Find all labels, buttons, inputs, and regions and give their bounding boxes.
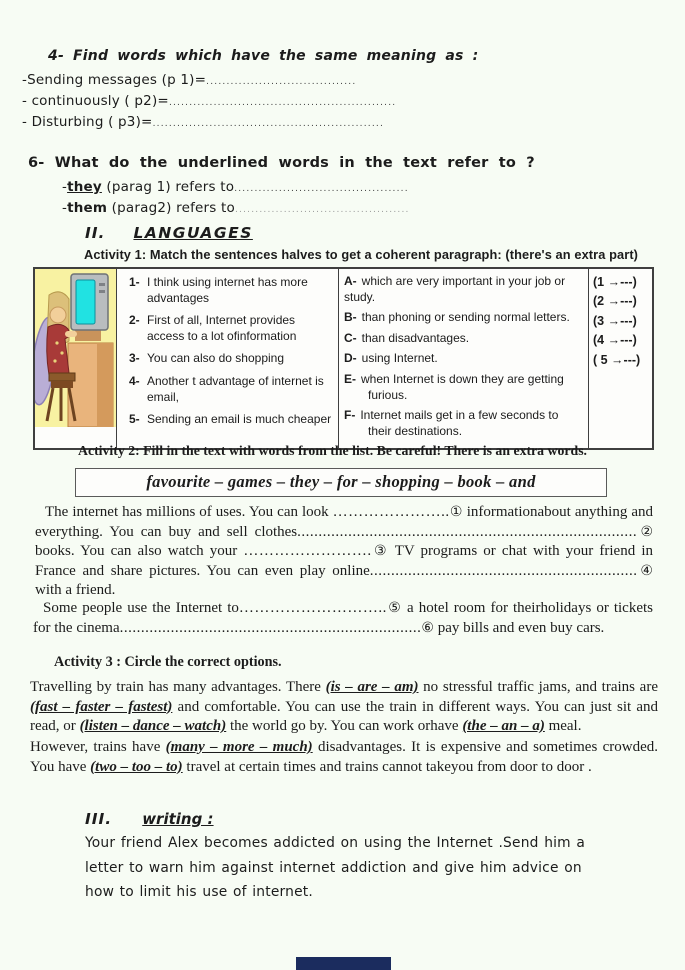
section-title-languages: LANGUAGES — [133, 224, 253, 242]
answer-slot: (2 →---) — [593, 294, 637, 309]
refer-label: (parag 1) refers to — [101, 179, 235, 195]
answer-slot: ( 5 →---) — [593, 352, 641, 367]
section-numeral: III. — [85, 810, 113, 828]
option-group-the-an-a: (the – an – a) — [462, 718, 545, 734]
activity2-paragraph-1 — [35, 503, 653, 601]
item-text: You can also do shopping — [147, 351, 285, 366]
item-number: 4- — [129, 373, 140, 388]
answer-dots: ......................................................... — [152, 119, 385, 129]
answer-slot: (1 →---) — [593, 275, 637, 289]
text-run: Some people use the Internet to — [43, 600, 239, 616]
text-run: books. You can also watch your — [35, 543, 244, 559]
item-text: than phoning or sending normal letters. — [361, 310, 570, 325]
refer-label: (parag2) refers to — [107, 200, 235, 216]
refer-line-they — [62, 179, 409, 195]
languages-heading — [85, 223, 253, 242]
question6-title: 6- What do the underlined words in the text refer to ? — [28, 155, 535, 171]
vocab-label: -Sending messages (p 1)= — [22, 72, 207, 88]
item-letter: A- — [344, 274, 357, 288]
list-item — [123, 351, 335, 367]
text-run: no stressful traffic jams, and trains are — [418, 679, 658, 695]
blank-gap: ............................................................... — [369, 562, 638, 579]
item-text: using Internet. — [361, 351, 438, 366]
list-item — [344, 274, 585, 305]
option-group-listen-dance-watch: (listen – dance – watch) — [79, 718, 227, 734]
text-run: and comfortable. You can use the train in different ways. You can just sit and read, or — [30, 698, 658, 734]
list-item — [123, 313, 335, 344]
text-run: with a friend. — [35, 582, 116, 598]
circled-number-6: ⑥ — [421, 619, 434, 636]
vocab-line-disturbing — [22, 114, 384, 130]
word-bank-box — [75, 468, 607, 497]
vocab-line-continuously — [22, 93, 396, 109]
sentence-starts-column — [116, 269, 338, 448]
text-run: TV programs or chat with your friend in France and share pictures. You can even play online — [35, 543, 653, 579]
clipart-drawing — [35, 269, 116, 427]
item-text: Sending an email is much cheaper — [147, 412, 332, 427]
item-text: First of all, Internet provides access to a lot ofinformation — [147, 313, 297, 343]
item-letter: B- — [344, 310, 357, 325]
option-group-is-are-am: (is – are – am) — [325, 679, 419, 695]
item-letter: F- — [344, 408, 356, 423]
circled-number-4: ④ — [637, 562, 653, 579]
dash: - — [62, 179, 68, 195]
option-group-many-more-much: (many – more – much) — [165, 739, 313, 755]
list-item — [123, 275, 335, 306]
blank-gap: ………………….. — [332, 504, 450, 520]
item-letter: C- — [344, 330, 357, 345]
option-group-two-too-to: (two – too – to) — [90, 758, 183, 775]
item-number: 5- — [129, 412, 140, 427]
sentence-halves-column — [338, 269, 588, 448]
answer-dots: ..................................... — [206, 77, 357, 87]
dash: - — [62, 200, 68, 216]
list-item — [123, 412, 335, 428]
text-run: Travelling by train has many advantages. There — [30, 679, 326, 695]
question4-title: 4- Find words which have the same meaning as : — [48, 48, 479, 64]
clipart-girl-at-computer — [35, 269, 116, 427]
answers-column — [588, 269, 652, 448]
circled-number-2: ② — [637, 523, 653, 540]
underlined-word-them: them — [67, 200, 108, 216]
activity1-match-table — [33, 267, 654, 450]
item-text: Internet mails get in a few seconds to their destinations. — [360, 408, 559, 438]
writing-heading — [85, 809, 214, 828]
vocab-line-sending-messages — [22, 72, 356, 88]
text-run: pay bills and even buy cars. — [433, 619, 605, 636]
text-run: The internet has millions of uses. You can look — [45, 504, 333, 520]
item-letter: D- — [344, 351, 357, 366]
text-run: a hotel room for theirholidays or tickets for the cinema — [33, 600, 653, 636]
section-title-writing: writing : — [142, 810, 214, 828]
item-number: 3- — [129, 351, 140, 366]
blank-gap: ................................................................................ — [297, 523, 638, 540]
item-number: 1- — [129, 275, 140, 289]
text-run: informationabout anything and everything. You can buy and sell clothes — [35, 504, 653, 540]
answer-slot: (4 →---) — [593, 333, 637, 348]
text-run: meal. — [544, 718, 582, 734]
list-item — [344, 331, 585, 347]
text-run: disadvantages. It is expensive and sometimes crowded. You have — [30, 739, 658, 775]
item-text: when Internet is down they are getting furious. — [361, 371, 564, 402]
text-run: travel at certain times and trains cannot takeyou from door to door . — [182, 758, 592, 775]
activity2-title: Activity 2: Fill in the text with words from the list. Be careful! There is an extra words. — [78, 443, 588, 458]
circled-number-5: ⑤ — [386, 600, 403, 616]
list-item — [123, 374, 335, 405]
item-number: 2- — [129, 313, 140, 328]
answer-dots: ........................................... — [234, 184, 409, 194]
list-item — [344, 372, 585, 403]
answer-dots: ........................................... — [234, 205, 410, 215]
activity2-paragraph-2 — [33, 599, 653, 638]
text-run: the world go by. You can work orhave — [226, 718, 463, 734]
circled-number-1: ① — [449, 504, 463, 520]
list-item — [344, 310, 585, 326]
blank-gap: ....................................................................... — [119, 619, 422, 636]
bottom-bar — [296, 957, 391, 970]
blank-gap: ……………………….. — [238, 600, 387, 616]
refer-line-them — [62, 200, 410, 216]
item-text: I think using internet has more advantages — [147, 275, 308, 305]
text-run: However, trains have — [30, 739, 166, 755]
answer-dots: ........................................................ — [168, 98, 397, 108]
circled-number-3: ③ — [371, 543, 389, 559]
item-text: which are very important in your job or study. — [344, 274, 566, 304]
item-text: than disadvantages. — [361, 330, 470, 345]
activity3-paragraph-2 — [30, 738, 658, 777]
list-item — [344, 351, 585, 367]
activity1-title: Activity 1: Match the sentences halves to get a coherent paragraph: (there's an extra part) — [84, 247, 639, 262]
activity3-paragraph-1 — [30, 678, 658, 737]
underlined-word-they: they — [67, 179, 102, 195]
writing-prompt: Your friend Alex becomes addicted on using the Internet .Send him a letter to warn him against internet addiction and give him advice on how to limit his use of internet. — [85, 835, 586, 900]
item-text: Another t advantage of internet is email, — [147, 373, 324, 404]
option-group-fast-faster-fastest: (fast – faster – fastest) — [30, 698, 173, 715]
list-item — [344, 408, 585, 439]
vocab-label: - continuously ( p2)= — [22, 93, 169, 109]
answer-slot: (3 →---) — [593, 313, 637, 328]
blank-gap: ……………………. — [243, 543, 372, 559]
item-letter: E- — [344, 371, 356, 386]
activity3-title: Activity 3 : Circle the correct options. — [54, 654, 282, 670]
word-bank: favourite – games – they – for – shopping – book – and — [146, 472, 536, 491]
vocab-label: - Disturbing ( p3)= — [22, 114, 153, 130]
section-numeral: II. — [85, 224, 106, 242]
